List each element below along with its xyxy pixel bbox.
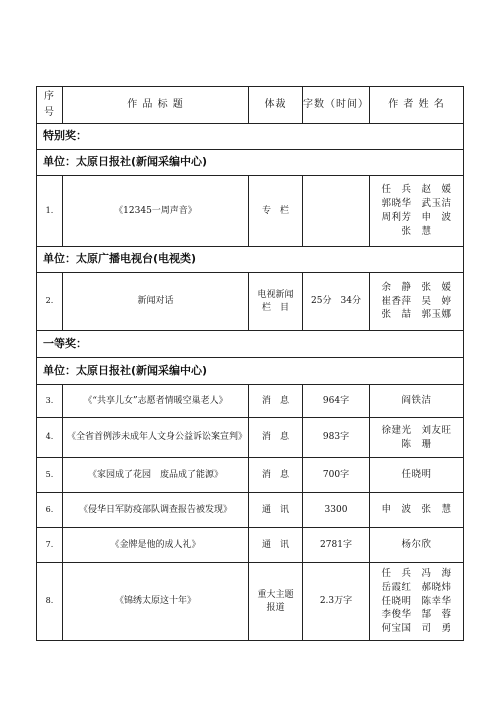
section-row (37, 150, 464, 176)
author-line: 任 兵 冯 海 (381, 568, 452, 580)
author-line: 徐建光 刘友旺 (381, 424, 452, 436)
row-title: 《12345一周声音》 (114, 205, 197, 216)
row-authors (370, 418, 464, 458)
row-authors (370, 493, 464, 528)
row-genre-line: 栏 目 (261, 302, 289, 313)
row-length: 2.3万字 (303, 563, 370, 641)
row-genre-line: 消 息 (261, 469, 289, 480)
row-genre-line: 消 息 (261, 395, 289, 406)
author-line: 任 兵 赵 媛 (381, 184, 452, 196)
row-length: 25分 34分 (303, 273, 370, 331)
table-header-row (37, 87, 464, 124)
row-index: 3. (37, 385, 63, 418)
row-index: 8. (37, 563, 63, 641)
table-row (37, 563, 464, 641)
author-line: 阎铁洁 (401, 395, 432, 407)
row-title: 《侵华日军防疫部队调查报告被发现》 (78, 504, 232, 515)
section-row (37, 124, 464, 150)
row-index: 2. (37, 273, 63, 331)
author-line: 余 静 张 媛 (381, 281, 452, 293)
row-length: 983字 (303, 418, 370, 458)
section-heading: 单位：太原日报社(新闻采编中心) (37, 150, 464, 176)
row-title: 《锦绣太原这十年》 (114, 596, 196, 607)
author-line: 郭晓华 武玉洁 (381, 198, 452, 210)
row-title-cell (63, 273, 249, 331)
header-genre: 体裁 (249, 87, 303, 124)
row-length: 3300 (303, 493, 370, 528)
row-genre-line: 电视新闻 (257, 290, 294, 301)
header-index-line-1: 序 (44, 91, 55, 102)
row-title-cell (63, 176, 249, 247)
row-genre-line: 专 栏 (261, 205, 289, 216)
row-authors (370, 563, 464, 641)
row-index: 7. (37, 528, 63, 563)
row-authors (370, 176, 464, 247)
row-authors (370, 385, 464, 418)
author-line: 任晓明 陈幸华 (381, 595, 452, 607)
table-row (37, 176, 464, 247)
row-authors (370, 273, 464, 331)
row-genre (249, 563, 303, 641)
section-heading: 特别奖： (37, 124, 464, 150)
row-length: 2781字 (303, 528, 370, 563)
section-row (37, 247, 464, 273)
author-line: 杨尔欣 (401, 539, 432, 551)
section-heading: 单位：太原广播电视台(电视类) (37, 247, 464, 273)
author-line: 崔香萍 吴 婷 (381, 295, 452, 307)
row-genre-line: 通 讯 (261, 539, 289, 550)
header-index-line-2: 号 (44, 107, 55, 118)
header-index (37, 87, 63, 124)
table-row (37, 273, 464, 331)
row-title: 《家园成了花园 废品成了能源》 (87, 469, 223, 480)
section-heading: 单位：太原日报社(新闻采编中心) (37, 358, 464, 385)
table-row (37, 493, 464, 528)
row-genre (249, 493, 303, 528)
author-line: 周利芳 申 波 (381, 212, 452, 223)
row-genre-line: 消 息 (261, 432, 289, 443)
table-row (37, 528, 464, 563)
row-genre (249, 458, 303, 493)
row-title: 《“共享儿女”志愿者情暖空巢老人》 (83, 395, 228, 406)
row-index: 5. (37, 458, 63, 493)
table-row (37, 385, 464, 418)
row-title-cell (63, 418, 249, 458)
author-line: 岳霞红 郝晓炜 (381, 581, 452, 593)
author-line: 张 喆 郭玉娜 (381, 309, 452, 321)
row-title: 《金牌是他的成人礼》 (110, 539, 201, 550)
row-length: 964字 (303, 385, 370, 418)
row-title-cell (63, 493, 249, 528)
header-length: 字数（时间） (303, 87, 370, 124)
row-genre (249, 528, 303, 563)
awards-table-body (37, 87, 464, 641)
author-line: 张 慧 (401, 225, 432, 237)
section-heading: 一等奖： (37, 331, 464, 358)
author-line: 陈 珊 (401, 438, 432, 450)
row-authors (370, 528, 464, 563)
row-title-cell (63, 563, 249, 641)
table-row (37, 418, 464, 458)
row-genre (249, 273, 303, 331)
table-row (37, 458, 464, 493)
row-title-cell (63, 458, 249, 493)
section-row (37, 331, 464, 358)
row-index: 4. (37, 418, 63, 458)
row-title: 《全省首例涉未成年人文身公益诉讼案宣判》 (67, 432, 248, 443)
row-genre (249, 418, 303, 458)
author-line: 申 波 张 慧 (381, 504, 452, 516)
row-genre (249, 176, 303, 247)
row-genre-line: 报道 (266, 602, 285, 613)
row-genre-line: 重大主题 (257, 590, 294, 601)
row-length: 700字 (303, 458, 370, 493)
row-authors (370, 458, 464, 493)
author-line: 何宝国 司 勇 (381, 623, 452, 635)
awards-table (36, 86, 464, 641)
author-line: 任晓明 (401, 469, 432, 481)
row-genre (249, 385, 303, 418)
header-title: 作 品 标 题 (63, 87, 249, 124)
row-title-cell (63, 528, 249, 563)
row-index: 6. (37, 493, 63, 528)
row-length (303, 176, 370, 247)
row-genre-line: 通 讯 (261, 504, 289, 515)
author-line: 李俊华 郜 蓉 (381, 609, 452, 621)
section-row (37, 358, 464, 385)
awards-sheet (36, 86, 463, 641)
header-authors: 作 者 姓 名 (370, 87, 464, 124)
row-title-cell (63, 385, 249, 418)
row-index: 1. (37, 176, 63, 247)
row-title: 新闻对话 (137, 296, 174, 307)
